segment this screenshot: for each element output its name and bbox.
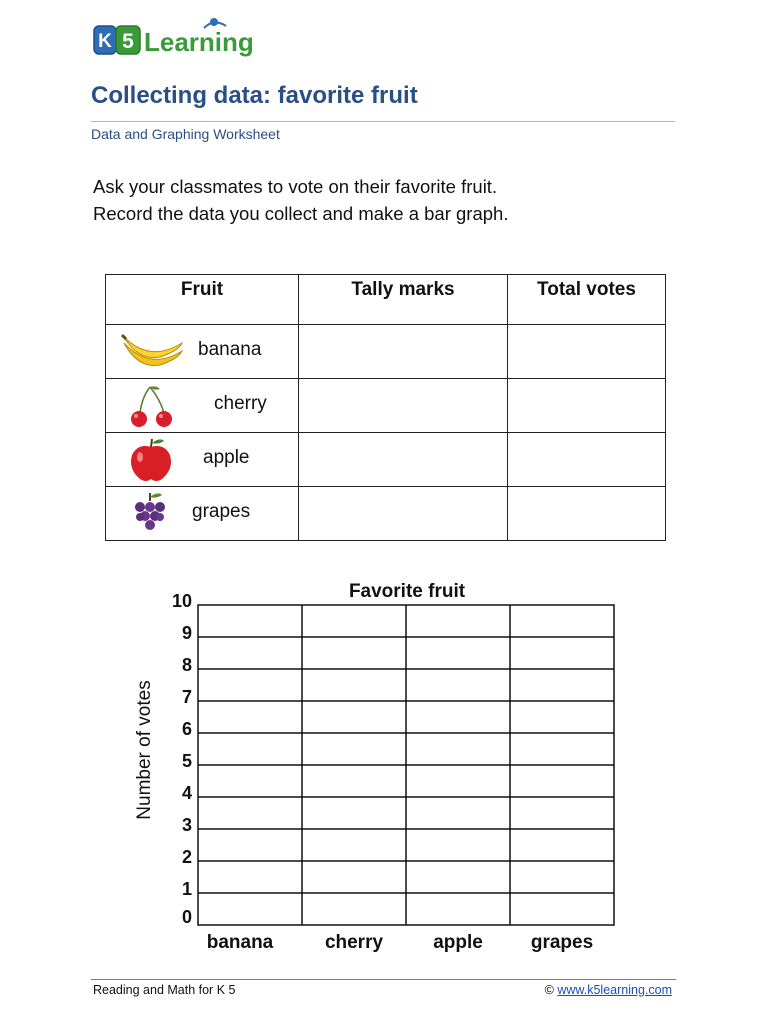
tally-cell-apple[interactable] — [299, 433, 508, 487]
grapes-icon — [120, 491, 186, 537]
total-cell-grapes[interactable] — [508, 487, 666, 541]
y-tick-label-7: 7 — [181, 687, 192, 707]
banana-icon — [120, 329, 186, 375]
table-row — [106, 487, 666, 541]
fruit-name-grapes: grapes — [192, 501, 251, 522]
instruction-line-2: Record the data you collect and make a bar graph. — [93, 203, 509, 224]
k5learning-link[interactable]: www.k5learning.com — [557, 983, 672, 997]
y-tick-label-9: 9 — [181, 623, 192, 643]
y-tick-label-0: 0 — [181, 907, 192, 927]
fruit-name-banana: banana — [198, 339, 262, 360]
footer-divider — [91, 979, 676, 980]
chart-y-axis-label: Number of votes — [134, 680, 155, 820]
table-row — [106, 379, 666, 433]
k5-learning-logo — [92, 14, 262, 60]
svg-text:Learning: Learning — [144, 27, 254, 57]
footer-tagline: Reading and Math for K 5 — [93, 983, 236, 997]
tally-cell-grapes[interactable] — [299, 487, 508, 541]
copyright-symbol: © — [544, 983, 554, 997]
tally-table — [105, 274, 666, 541]
y-tick-label-1: 1 — [181, 879, 192, 899]
tally-table-header — [106, 275, 666, 325]
title-divider — [91, 121, 675, 122]
header-tally-marks: Tally marks — [299, 275, 508, 325]
x-tick-label-apple: apple — [433, 932, 483, 953]
y-tick-label-3: 3 — [181, 815, 192, 835]
page-subtitle: Data and Graphing Worksheet — [91, 126, 280, 142]
instruction-line-1: Ask your classmates to vote on their favorite fruit. — [93, 176, 498, 197]
x-tick-label-grapes: grapes — [530, 932, 594, 953]
tally-cell-cherry[interactable] — [299, 379, 508, 433]
svg-text:5: 5 — [122, 30, 134, 53]
page-title: Collecting data: favorite fruit — [91, 82, 418, 109]
table-row — [106, 433, 666, 487]
chart-title: Favorite fruit — [348, 581, 466, 602]
header-fruit: Fruit — [106, 275, 299, 325]
x-tick-label-banana: banana — [206, 932, 274, 953]
table-row — [106, 325, 666, 379]
y-tick-label-2: 2 — [181, 847, 192, 867]
total-cell-banana[interactable] — [508, 325, 666, 379]
x-tick-label-cherry: cherry — [324, 932, 384, 953]
cherry-icon — [120, 383, 186, 429]
header-total-votes: Total votes — [508, 275, 666, 325]
apple-icon — [120, 437, 186, 483]
bar-graph[interactable] — [0, 570, 768, 970]
fruit-name-cherry: cherry — [214, 393, 267, 414]
total-cell-apple[interactable] — [508, 433, 666, 487]
y-tick-label-8: 8 — [181, 655, 192, 675]
svg-text:K: K — [98, 31, 112, 52]
total-cell-cherry[interactable] — [508, 379, 666, 433]
y-tick-label-6: 6 — [181, 719, 192, 739]
tally-cell-banana[interactable] — [299, 325, 508, 379]
fruit-name-apple: apple — [203, 447, 250, 468]
footer-copyright — [545, 983, 672, 997]
y-tick-label-5: 5 — [181, 751, 192, 771]
y-tick-label-10: 10 — [171, 591, 192, 611]
y-tick-label-4: 4 — [181, 783, 192, 803]
